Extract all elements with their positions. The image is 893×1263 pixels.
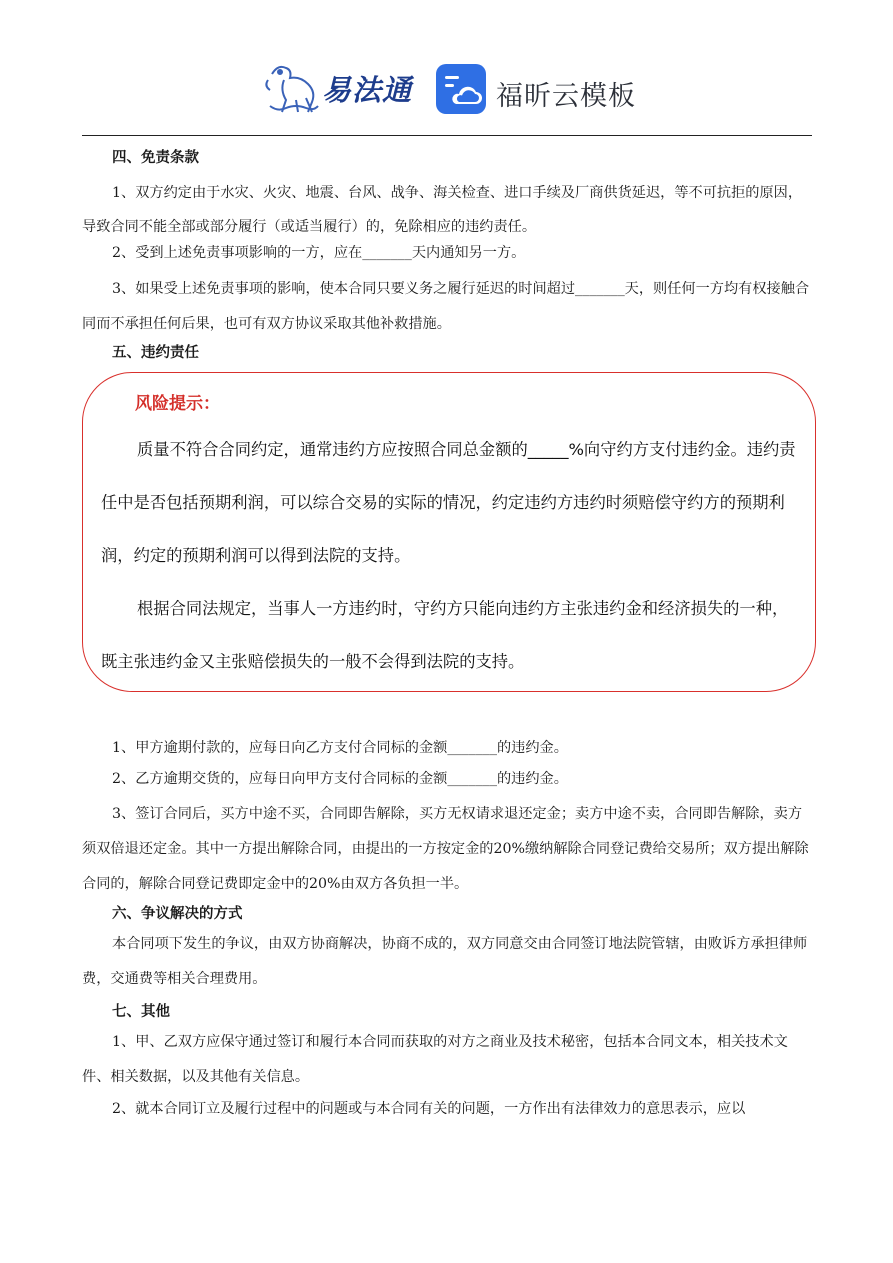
cloud-template-icon (436, 64, 486, 114)
section-5-paragraph-1: 1、甲方逾期付款的，应每日向乙方支付合同标的金额_______的违约金。 (112, 740, 568, 756)
page-header (0, 58, 893, 124)
section-7-paragraph-1: 1、甲、乙双方应保守通过签订和履行本合同而获取的对方之商业及技术秘密，包括本合同文本，相关技术文件、相关数据，以及其他有关信息。 (82, 1034, 788, 1085)
qilin-icon (262, 60, 322, 118)
section-6-title: 六、争议解决的方式 (112, 906, 243, 922)
risk-warning-paragraph-2: 根据合同法规定，当事人一方违约时，守约方只能向违约方主张违约金和经济损失的一种，既主张违约金又主张赔偿损失的一般不会得到法院的支持。 (101, 599, 789, 671)
yifatong-logo (262, 60, 422, 118)
fuxin-logo (436, 64, 656, 118)
risk-warning-title: 风险提示： (135, 394, 220, 414)
section-5-paragraph-2: 2、乙方逾期交货的，应每日向甲方支付合同标的金额_______的违约金。 (112, 771, 568, 787)
section-7-paragraph-2: 2、就本合同订立及履行过程中的问题或与本合同有关的问题，一方作出有法律效力的意思表示，应以 (112, 1101, 746, 1117)
section-5-title: 五、违约责任 (112, 345, 199, 361)
header-divider (82, 135, 812, 136)
risk-warning-box (82, 372, 816, 692)
risk-warning-paragraph-1: 质量不符合合同约定，通常违约方应按照合同总金额的_____%向守约方支付违约金。违约责任中是否包括预期利润，可以综合交易的实际的情况，约定违约方违约时须赔偿守约方的预期利润，约定的预期利润可以得到法院的支持。 (101, 440, 796, 565)
section-4-paragraph-2: 2、受到上述免责事项影响的一方，应在_______天内通知另一方。 (112, 245, 526, 261)
section-4-title: 四、免责条款 (112, 150, 199, 166)
section-6-paragraph-1: 本合同项下发生的争议，由双方协商解决，协商不成的，双方同意交由合同签订地法院管辖，由败诉方承担律师费，交通费等相关合理费用。 (82, 936, 808, 987)
logo-left-text: 易法通 (322, 73, 413, 107)
logo-right-text: 福昕云模板 (496, 81, 636, 112)
section-4-paragraph-1: 1、双方约定由于水灾、火灾、地震、台风、战争、海关检查、进口手续及厂商供货延迟，等不可抗拒的原因，导致合同不能全部或部分履行（或适当履行）的，免除相应的违约责任。 (82, 185, 803, 235)
section-7-title: 七、其他 (112, 1004, 170, 1020)
section-5-paragraph-3: 3、签订合同后，买方中途不买，合同即告解除，买方无权请求退还定金；卖方中途不卖，合同即告解除，卖方须双倍退还定金。其中一方提出解除合同，由提出的一方按定金的20%缴纳解除合同登记费给交易所；双方提出解除合同的，解除合同登记费即定金中的20%由双方各负担一半。 (82, 806, 809, 892)
section-4-paragraph-3: 3、如果受上述免责事项的影响，使本合同只要义务之履行延迟的时间超过_______天，则任何一方均有权接触合同而不承担任何后果，也可有双方协议采取其他补救措施。 (82, 281, 810, 332)
